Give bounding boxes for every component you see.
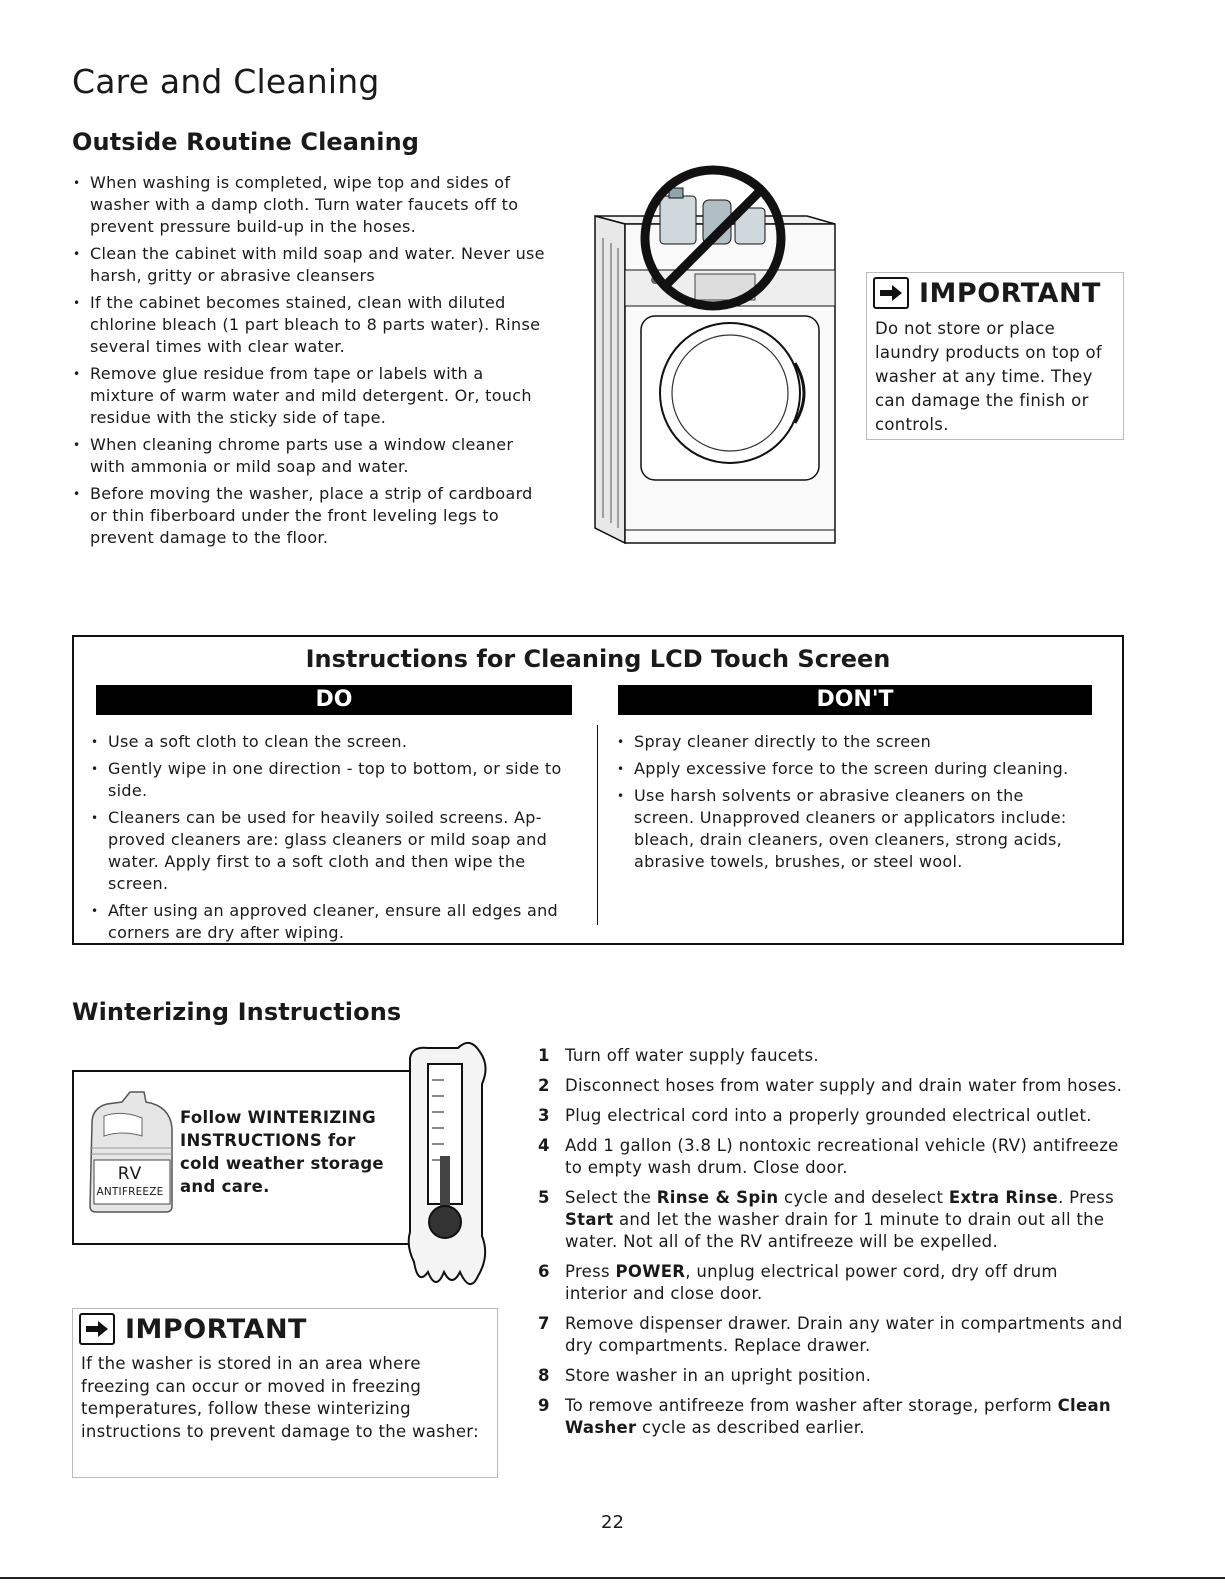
frozen-thermometer-icon — [398, 1036, 498, 1296]
winterizing-heading: Winterizing Instructions — [72, 998, 402, 1026]
list-item: • Before moving the washer, place a strip of cardboard or thin fiberboard under the front leveling legs to prevent damage to the floor. — [72, 483, 552, 549]
outside-cleaning-heading: Outside Routine Cleaning — [72, 128, 420, 156]
important-header — [73, 1309, 497, 1345]
step-item: 8 Store washer in an upright position. — [538, 1366, 872, 1385]
list-item: • Use a soft cloth to clean the screen. — [90, 731, 584, 753]
list-item: • When washing is completed, wipe top and sides of washer with a damp cloth. Turn water faucets off to prevent pressure build-up in the hoses. — [72, 172, 552, 238]
step-item: 7 Remove dispenser drawer. Drain any water in compartments and dry compartments. Replace drawer. — [538, 1314, 1123, 1355]
dont-header: DON'T — [618, 685, 1092, 715]
page-title: Care and Cleaning — [72, 62, 380, 101]
list-item: • Clean the cabinet with mild soap and water. Never use harsh, gritty or abrasive cleansers — [72, 243, 552, 287]
do-list — [90, 731, 584, 949]
winterizing-callout-text: Follow WINTERIZING INSTRUCTIONS for cold weather storage and care. — [180, 1108, 384, 1196]
important-notice-winter — [72, 1308, 498, 1478]
step-item: 5 Select the Rinse & Spin cycle and deselect Extra Rinse. Press Start and let the washer drain for 1 minute to drain out all the water. Not all of the RV antifreeze will be expelled. — [538, 1188, 1115, 1251]
list-item: • If the cabinet becomes stained, clean with diluted chlorine bleach (1 part bleach to 8 parts water). Rinse several times with clear water. — [72, 292, 552, 358]
step-item: 9 To remove antifreeze from washer after storage, perform Clean Washer cycle as described earlier. — [538, 1396, 1111, 1437]
lcd-title: Instructions for Cleaning LCD Touch Screen — [305, 645, 891, 673]
bottom-rule — [0, 1577, 1225, 1579]
lcd-cleaning-box — [72, 635, 1124, 945]
important-text: Do not store or place laundry products on top of washer at any time. They can damage the finish or controls. — [875, 319, 1102, 434]
jug-label-antifreeze: ANTIFREEZE — [96, 1186, 164, 1198]
step-item: 3 Plug electrical cord into a properly grounded electrical outlet. — [538, 1106, 1092, 1125]
important-title: IMPORTANT — [125, 1313, 307, 1345]
important-header — [867, 273, 1123, 309]
column-divider — [597, 725, 598, 925]
important-title: IMPORTANT — [919, 277, 1101, 309]
step-item: 1 Turn off water supply faucets. — [538, 1046, 819, 1065]
list-item: • Gently wipe in one direction - top to bottom, or side to side. — [90, 758, 584, 802]
dont-list — [616, 731, 1086, 878]
list-item: • Apply excessive force to the screen during cleaning. — [616, 758, 1086, 780]
winterizing-steps — [538, 1045, 1123, 1447]
outside-cleaning-list — [72, 172, 552, 554]
important-notice-top — [866, 272, 1124, 440]
step-item: 2 Disconnect hoses from water supply and drain water from hoses. — [538, 1076, 1123, 1095]
jug-label-rv: RV — [117, 1164, 143, 1184]
washer-no-products-illustration — [585, 158, 850, 550]
important-text: If the washer is stored in an area where freezing can occur or moved in freezing temperatures, follow these winterizing instructions to prevent damage to the washer: — [81, 1354, 479, 1441]
list-item: • After using an approved cleaner, ensure all edges and corners are dry after wiping. — [90, 900, 584, 944]
list-item: • Cleaners can be used for heavily soiled screens. Ap-proved cleaners are: glass cleaners or mild soap and water. Apply first to a soft cloth and then wipe the screen. — [90, 807, 584, 895]
arrow-right-icon — [873, 277, 909, 309]
step-item: 6 Press POWER, unplug electrical power cord, dry off drum interior and close door. — [538, 1262, 1058, 1303]
page-number: 22 — [601, 1512, 624, 1533]
do-header: DO — [96, 685, 572, 715]
list-item: • Spray cleaner directly to the screen — [616, 731, 1086, 753]
list-item: • Use harsh solvents or abrasive cleaners on the screen. Unapproved cleaners or applicators include: bleach, drain cleaners, oven cleaners, strong acids, abrasive towels, brushes, or steel wool. — [616, 785, 1086, 873]
list-item: • When cleaning chrome parts use a window cleaner with ammonia or mild soap and water. — [72, 434, 552, 478]
arrow-right-icon — [79, 1313, 115, 1345]
list-item: • Remove glue residue from tape or labels with a mixture of warm water and mild detergent. Or, touch residue with the sticky side of tape. — [72, 363, 552, 429]
step-item: 4 Add 1 gallon (3.8 L) nontoxic recreational vehicle (RV) antifreeze to empty wash drum. Close door. — [538, 1136, 1119, 1177]
